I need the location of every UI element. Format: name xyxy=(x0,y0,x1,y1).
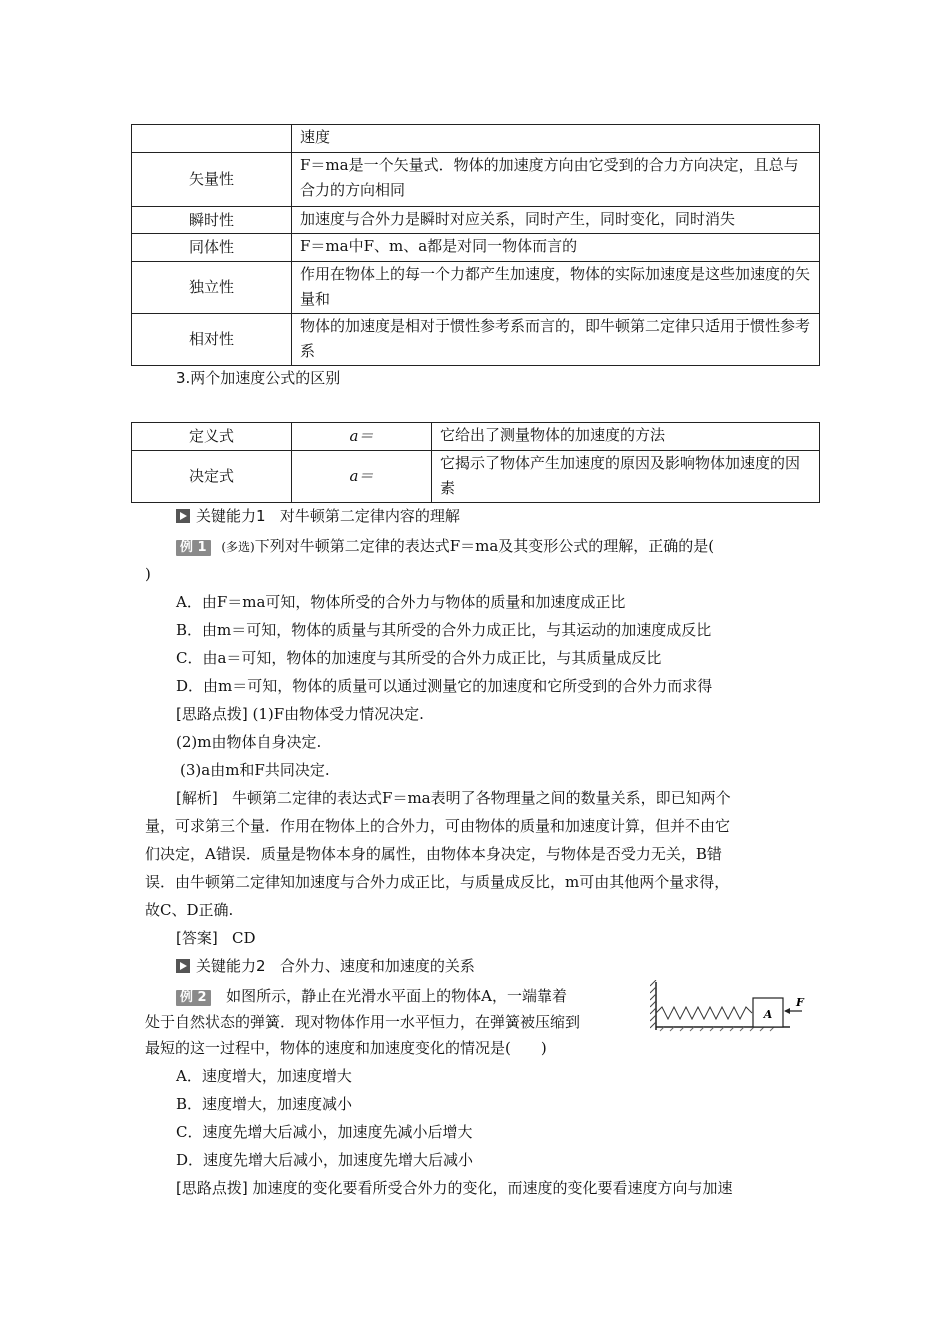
formula: a＝ xyxy=(292,423,432,451)
hint: [思路点拨] 加速度的变化要看所受合外力的变化，而速度的变化要看速度方向与加速 xyxy=(176,1179,733,1197)
section-title: 3.两个加速度公式的区别 xyxy=(176,369,341,387)
table-key: 相对性 xyxy=(132,314,292,366)
play-icon xyxy=(176,509,190,523)
option: C．速度先增大后减小，加速度先减小后增大 xyxy=(176,1123,473,1141)
analysis-line: 误．由牛顿第二定律知加速度与合外力成正比，与质量成反比，m可由其他两个量求得， xyxy=(145,873,730,891)
table-key: 决定式 xyxy=(132,451,292,503)
option: D．速度先增大后减小，加速度先增大后减小 xyxy=(176,1151,474,1169)
force-label: F xyxy=(796,996,804,1009)
answer: [答案] CD xyxy=(176,929,256,947)
multi-select-tag: (多选) xyxy=(221,540,255,554)
example-stem: 例 2 如图所示，静止在光滑水平面上的物体A，一端靠着 xyxy=(176,984,567,1008)
example-stem: 例 1 (多选)下列对牛顿第二定律的表达式F＝ma及其变形公式的理解，正确的是( xyxy=(176,534,714,559)
table-cell: 它揭示了物体产生加速度的原因及影响物体加速度的因素 xyxy=(432,451,820,503)
table-key: 瞬时性 xyxy=(132,207,292,234)
option: D．由m＝可知，物体的质量可以通过测量它的加速度和它所受到的合外力而求得 xyxy=(176,677,713,695)
ability-heading: 关键能力2 合外力、速度和加速度的关系 xyxy=(176,954,475,978)
analysis-line: 量，可求第三个量．作用在物体上的合外力，可由物体的质量和加速度计算，但并不由它 xyxy=(145,817,731,835)
option: A．速度增大，加速度增大 xyxy=(176,1067,352,1085)
properties-table xyxy=(131,124,820,366)
hint: (3)a由m和F共同决定. xyxy=(180,761,330,779)
ability-heading: 关键能力1 对牛顿第二定律内容的理解 xyxy=(176,504,460,528)
example-badge: 例 1 xyxy=(176,540,211,556)
example-stem: 处于自然状态的弹簧．现对物体作用一水平恒力，在弹簧被压缩到 xyxy=(145,1013,581,1031)
table-key: 定义式 xyxy=(132,423,292,451)
table-key: 独立性 xyxy=(132,262,292,314)
option: C．由a＝可知，物体的加速度与其所受的合外力成正比，与其质量成反比 xyxy=(176,649,662,667)
analysis-line: 们决定，A错误．质量是物体本身的属性，由物体本身决定，与物体是否受力无关，B错 xyxy=(145,845,722,863)
table-cell: F＝ma是一个矢量式．物体的加速度方向由它受到的合力方向决定，且总与合力的方向相同 xyxy=(292,153,820,207)
option: A．由F＝ma可知，物体所受的合外力与物体的质量和加速度成正比 xyxy=(176,593,626,611)
spring-block-figure xyxy=(650,980,810,1035)
table-cell: 它给出了测量物体的加速度的方法 xyxy=(432,423,820,451)
spring xyxy=(656,1007,752,1019)
analysis-line: [解析] 牛顿第二定律的表达式F＝ma表明了各物理量之间的数量关系，即已知两个 xyxy=(176,789,731,807)
hint: (2)m由物体自身决定. xyxy=(176,733,322,751)
arrow-head-icon xyxy=(784,1008,790,1014)
table-cell: 速度 xyxy=(292,125,820,153)
table-cell: 加速度与合外力是瞬时对应关系，同时产生，同时变化，同时消失 xyxy=(292,207,820,234)
table-key: 矢量性 xyxy=(132,153,292,207)
play-icon xyxy=(176,959,190,973)
option: B．速度增大，加速度减小 xyxy=(176,1095,353,1113)
block-label: A xyxy=(763,1008,773,1021)
table-cell: 作用在物体上的每一个力都产生加速度，物体的实际加速度是这些加速度的矢量和 xyxy=(292,262,820,314)
table-cell: F＝ma中F、m、a都是对同一物体而言的 xyxy=(292,234,820,262)
formula: a＝ xyxy=(292,451,432,503)
table-key: 同体性 xyxy=(132,234,292,262)
analysis-line: 故C、D正确. xyxy=(145,901,234,919)
option: B．由m＝可知，物体的质量与其所受的合外力成正比，与其运动的加速度成反比 xyxy=(176,621,712,639)
formula-table xyxy=(131,422,820,503)
example-badge: 例 2 xyxy=(176,990,211,1006)
example-stem: 最短的这一过程中，物体的速度和加速度变化的情况是( ) xyxy=(145,1039,547,1057)
table-cell: 物体的加速度是相对于惯性参考系而言的，即牛顿第二定律只适用于惯性参考系 xyxy=(292,314,820,366)
example-stem-end: ) xyxy=(145,565,151,583)
hint: [思路点拨] (1)F由物体受力情况决定. xyxy=(176,705,424,723)
